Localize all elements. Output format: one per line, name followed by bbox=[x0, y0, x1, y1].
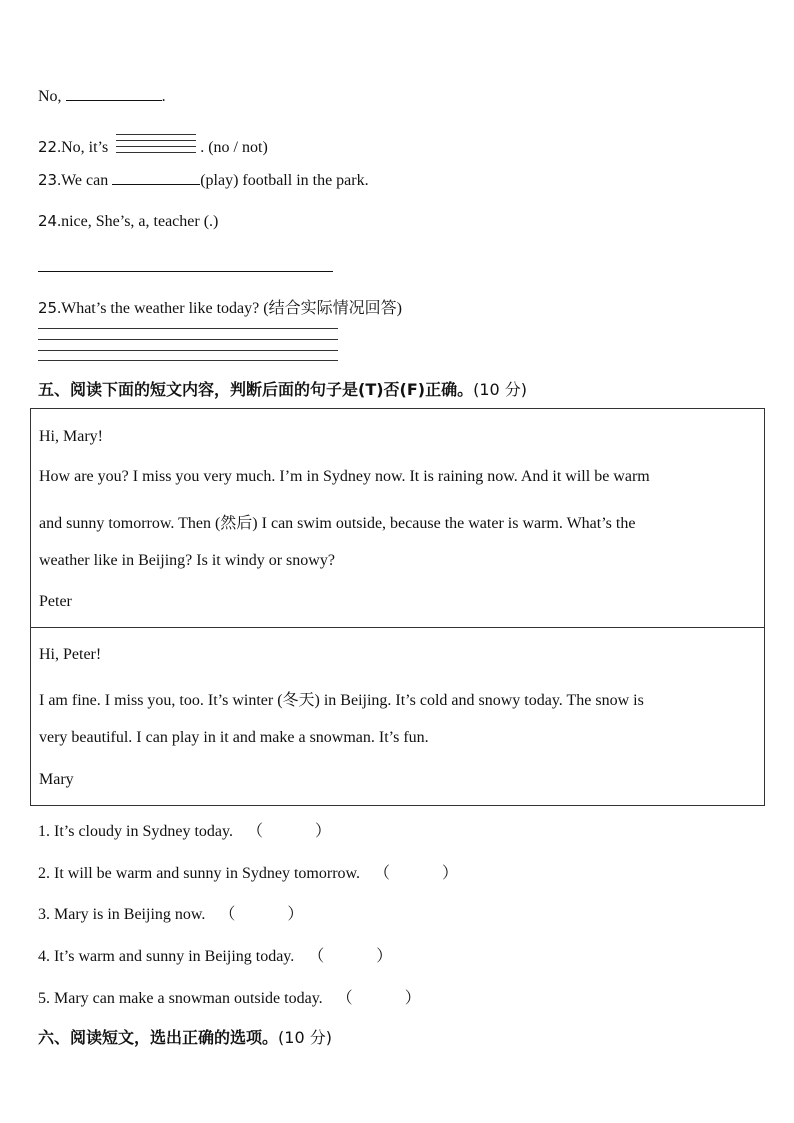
q21-suffix: . bbox=[161, 88, 166, 105]
q24-number: 24 bbox=[38, 212, 58, 230]
question-24 bbox=[38, 212, 218, 231]
tf-answer-1[interactable]: （ ） bbox=[246, 823, 331, 840]
tf-question-3 bbox=[38, 901, 303, 924]
q21-prefix: No, bbox=[38, 88, 66, 105]
letter2-line1: I am fine. I miss you, too. It’s winter (冬天) in Beijing. It’s cold and snowy today. The snow is bbox=[39, 692, 644, 709]
q23-text-after: (play) football in the park. bbox=[200, 172, 369, 189]
tf-answer-5[interactable]: （ ） bbox=[336, 990, 421, 1007]
tf-question-5-text: 5. Mary can make a snowman outside today. bbox=[38, 990, 323, 1007]
letter1-line3: weather like in Beijing? Is it windy or snowy? bbox=[39, 552, 335, 569]
q25-text: .What’s the weather like today? (结合实际情况回答) bbox=[57, 300, 402, 317]
q23-number: 23 bbox=[38, 171, 58, 189]
q25-four-line-blank[interactable] bbox=[38, 328, 338, 362]
letters-divider bbox=[30, 627, 765, 628]
letter1-line2: and sunny tomorrow. Then (然后) I can swim outside, because the water is warm. What’s the bbox=[39, 515, 636, 532]
tf-question-1 bbox=[38, 818, 331, 841]
section-6-score: (10 分) bbox=[278, 1028, 332, 1047]
tf-question-1-text: 1. It’s cloudy in Sydney today. bbox=[38, 823, 233, 840]
q24-text: .nice, She’s, a, teacher (.) bbox=[57, 213, 219, 230]
section-5-title bbox=[38, 377, 527, 400]
tf-question-3-text: 3. Mary is in Beijing now. bbox=[38, 906, 206, 923]
section-6-title bbox=[38, 1025, 332, 1048]
q24-answer-line[interactable] bbox=[38, 271, 333, 272]
tf-question-2 bbox=[38, 860, 458, 883]
letter2-signature: Mary bbox=[39, 771, 74, 788]
question-25 bbox=[38, 295, 402, 318]
tf-question-5 bbox=[38, 985, 421, 1008]
q22-text-before: .No, it’s bbox=[57, 139, 113, 156]
q21-answer-line bbox=[38, 88, 166, 106]
q21-blank[interactable] bbox=[66, 100, 162, 101]
question-22 bbox=[38, 134, 268, 158]
letter2-line2: very beautiful. I can play in it and make a snowman. It’s fun. bbox=[39, 729, 429, 746]
letter1-greeting: Hi, Mary! bbox=[39, 428, 103, 445]
q22-number: 22 bbox=[38, 138, 58, 156]
letter1-signature: Peter bbox=[39, 593, 72, 610]
tf-question-4-text: 4. It’s warm and sunny in Beijing today. bbox=[38, 948, 295, 965]
section-5-score: (10 分) bbox=[473, 380, 528, 399]
letter1-line1: How are you? I miss you very much. I’m in Sydney now. It is raining now. And it will be warm bbox=[39, 468, 650, 485]
section-5-title-text: 五、阅读下面的短文内容，判断后面的句子是(T)否(F)正确。 bbox=[38, 380, 474, 399]
q22-text-after: . (no / not) bbox=[200, 139, 268, 156]
tf-answer-4[interactable]: （ ） bbox=[308, 948, 393, 965]
q25-number: 25 bbox=[38, 299, 58, 317]
section-6-title-text: 六、阅读短文，选出正确的选项。 bbox=[38, 1028, 279, 1047]
q23-text-before: .We can bbox=[57, 172, 113, 189]
tf-question-2-text: 2. It will be warm and sunny in Sydney tomorrow. bbox=[38, 865, 361, 882]
tf-answer-2[interactable]: （ ） bbox=[374, 865, 459, 882]
letters-box bbox=[30, 408, 765, 806]
tf-question-4 bbox=[38, 943, 392, 966]
question-23 bbox=[38, 171, 369, 190]
q23-blank[interactable] bbox=[112, 184, 200, 185]
q22-four-line-blank[interactable] bbox=[116, 134, 196, 158]
letter2-greeting: Hi, Peter! bbox=[39, 646, 102, 663]
tf-answer-3[interactable]: （ ） bbox=[219, 906, 304, 923]
